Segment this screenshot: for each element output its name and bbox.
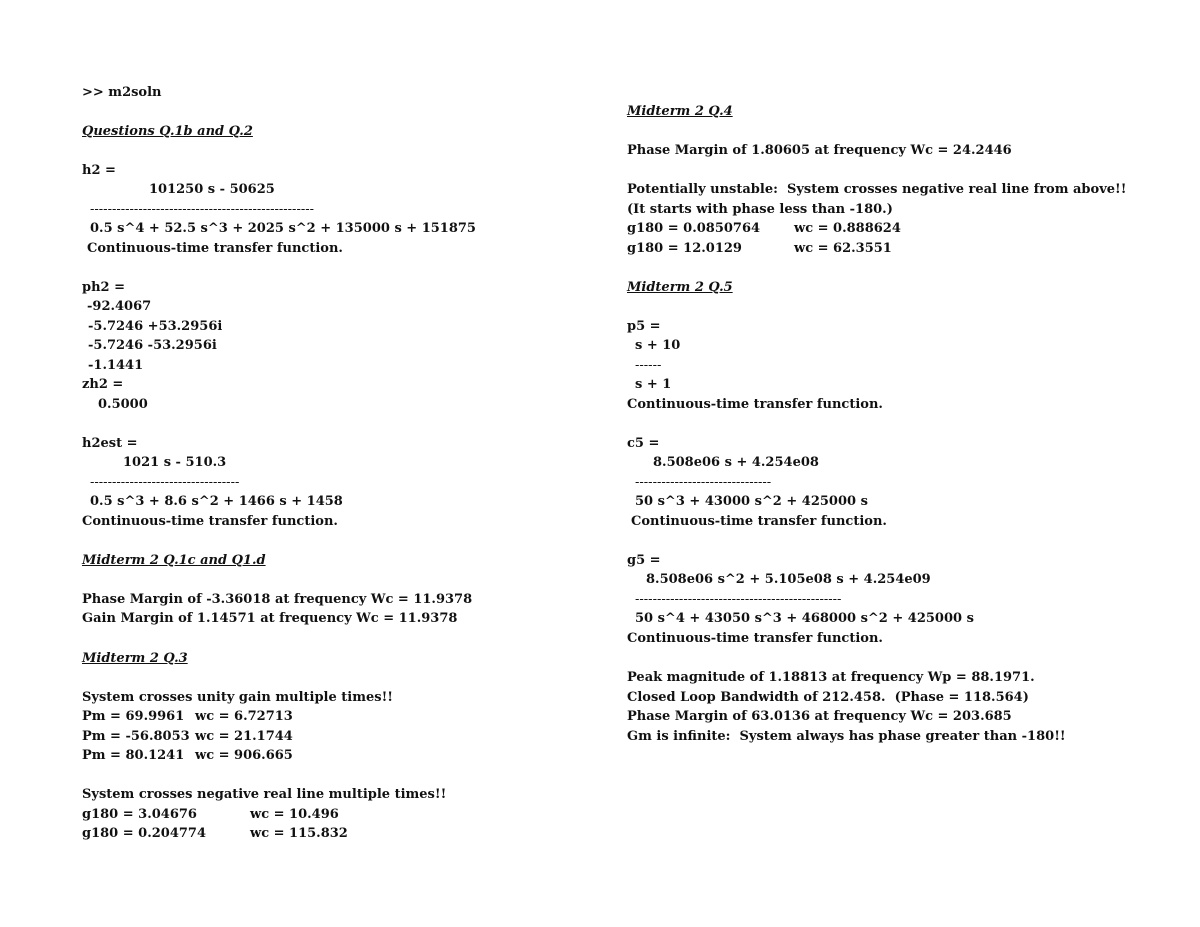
q3-pm-row-3-wc: wc = 906.665 — [195, 748, 293, 763]
q4-unstable-text: Potentially unstable: System crosses negative real line from above!! — [627, 182, 1127, 197]
g5-divider: ----------------------------------------------- — [635, 592, 842, 607]
c5-denominator: 50 s^3 + 43000 s^2 + 425000 s — [635, 494, 868, 509]
ph2-value-3: -5.7246 -53.2956i — [88, 338, 217, 353]
q3-g-row-1-wc: wc = 10.496 — [250, 807, 339, 822]
q4-g-row-2-wc: wc = 62.3551 — [794, 241, 892, 256]
q4-g-row-2-g: g180 = 12.0129 — [627, 241, 742, 256]
closed-loop-bandwidth-text: Closed Loop Bandwidth of 212.458. (Phase = 118.564) — [627, 690, 1029, 705]
command-line: >> m2soln — [82, 85, 162, 100]
zh2-label: zh2 = — [82, 377, 124, 392]
section-heading-q3: Midterm 2 Q.3 — [82, 651, 188, 666]
q3-pm-row-1-wc: wc = 6.72713 — [195, 709, 293, 724]
p5-numerator: s + 10 — [635, 338, 681, 353]
q3-g-row-2-g: g180 = 0.204774 — [82, 826, 207, 841]
h2est-denominator: 0.5 s^3 + 8.6 s^2 + 1466 s + 1458 — [90, 494, 343, 509]
q4-phase-margin: Phase Margin of 1.80605 at frequency Wc = 24.2446 — [627, 143, 1012, 158]
ph2-label: ph2 = — [82, 280, 126, 295]
section-heading-q5: Midterm 2 Q.5 — [627, 280, 733, 295]
h2est-divider: ---------------------------------- — [90, 475, 240, 490]
h2est-label: h2est = — [82, 436, 138, 451]
ph2-value-2: -5.7246 +53.2956i — [88, 319, 223, 334]
q3-pm-row-2-wc: wc = 21.1744 — [195, 729, 293, 744]
q4-g-row-1-wc: wc = 0.888624 — [794, 221, 901, 236]
h2-divider: --------------------------------------------------- — [90, 202, 315, 217]
g5-label: g5 = — [627, 553, 661, 568]
section-heading-q1b: Questions Q.1b and Q.2 — [82, 124, 253, 139]
c5-label: c5 = — [627, 436, 660, 451]
q4-starts-text: (It starts with phase less than -180.) — [627, 202, 893, 217]
g5-note: Continuous-time transfer function. — [627, 631, 883, 646]
c5-divider: ------------------------------- — [635, 475, 772, 490]
section-heading-q1c: Midterm 2 Q.1c and Q1.d — [82, 553, 266, 568]
q3-negative-real-text: System crosses negative real line multiple times!! — [82, 787, 447, 802]
ph2-value-4: -1.1441 — [88, 358, 144, 373]
q3-unity-gain-text: System crosses unity gain multiple times!! — [82, 690, 393, 705]
h2est-numerator: 1021 s - 510.3 — [123, 455, 227, 470]
p5-divider: ------ — [635, 358, 662, 373]
p5-label: p5 = — [627, 319, 661, 334]
g5-denominator: 50 s^4 + 43050 s^3 + 468000 s^2 + 425000 s — [635, 611, 974, 626]
q3-pm-row-1-pm: Pm = 69.9961 — [82, 709, 185, 724]
c5-numerator: 8.508e06 s + 4.254e08 — [653, 455, 819, 470]
q1c-gain-margin: Gain Margin of 1.14571 at frequency Wc = 11.9378 — [82, 611, 458, 626]
c5-note: Continuous-time transfer function. — [631, 514, 887, 529]
g5-numerator: 8.508e06 s^2 + 5.105e08 s + 4.254e09 — [646, 572, 931, 587]
q3-pm-row-2-pm: Pm = -56.8053 — [82, 729, 190, 744]
q3-g-row-2-wc: wc = 115.832 — [250, 826, 348, 841]
h2-label: h2 = — [82, 163, 116, 178]
h2est-note: Continuous-time transfer function. — [82, 514, 338, 529]
h2-numerator: 101250 s - 50625 — [149, 182, 275, 197]
q3-g-row-1-g: g180 = 3.04676 — [82, 807, 197, 822]
q4-g-row-1-g: g180 = 0.0850764 — [627, 221, 761, 236]
q3-pm-row-3-pm: Pm = 80.1241 — [82, 748, 185, 763]
h2-note: Continuous-time transfer function. — [87, 241, 343, 256]
gm-infinite-text: Gm is infinite: System always has phase greater than -180!! — [627, 729, 1066, 744]
zh2-value: 0.5000 — [98, 397, 148, 412]
p5-note: Continuous-time transfer function. — [627, 397, 883, 412]
section-heading-q4: Midterm 2 Q.4 — [627, 104, 733, 119]
q1c-phase-margin: Phase Margin of -3.36018 at frequency Wc = 11.9378 — [82, 592, 473, 607]
peak-magnitude-text: Peak magnitude of 1.18813 at frequency Wp = 88.1971. — [627, 670, 1035, 685]
p5-denominator: s + 1 — [635, 377, 672, 392]
h2-denominator: 0.5 s^4 + 52.5 s^3 + 2025 s^2 + 135000 s + 151875 — [90, 221, 476, 236]
q5-phase-margin-text: Phase Margin of 63.0136 at frequency Wc = 203.685 — [627, 709, 1012, 724]
ph2-value-1: -92.4067 — [87, 299, 152, 314]
